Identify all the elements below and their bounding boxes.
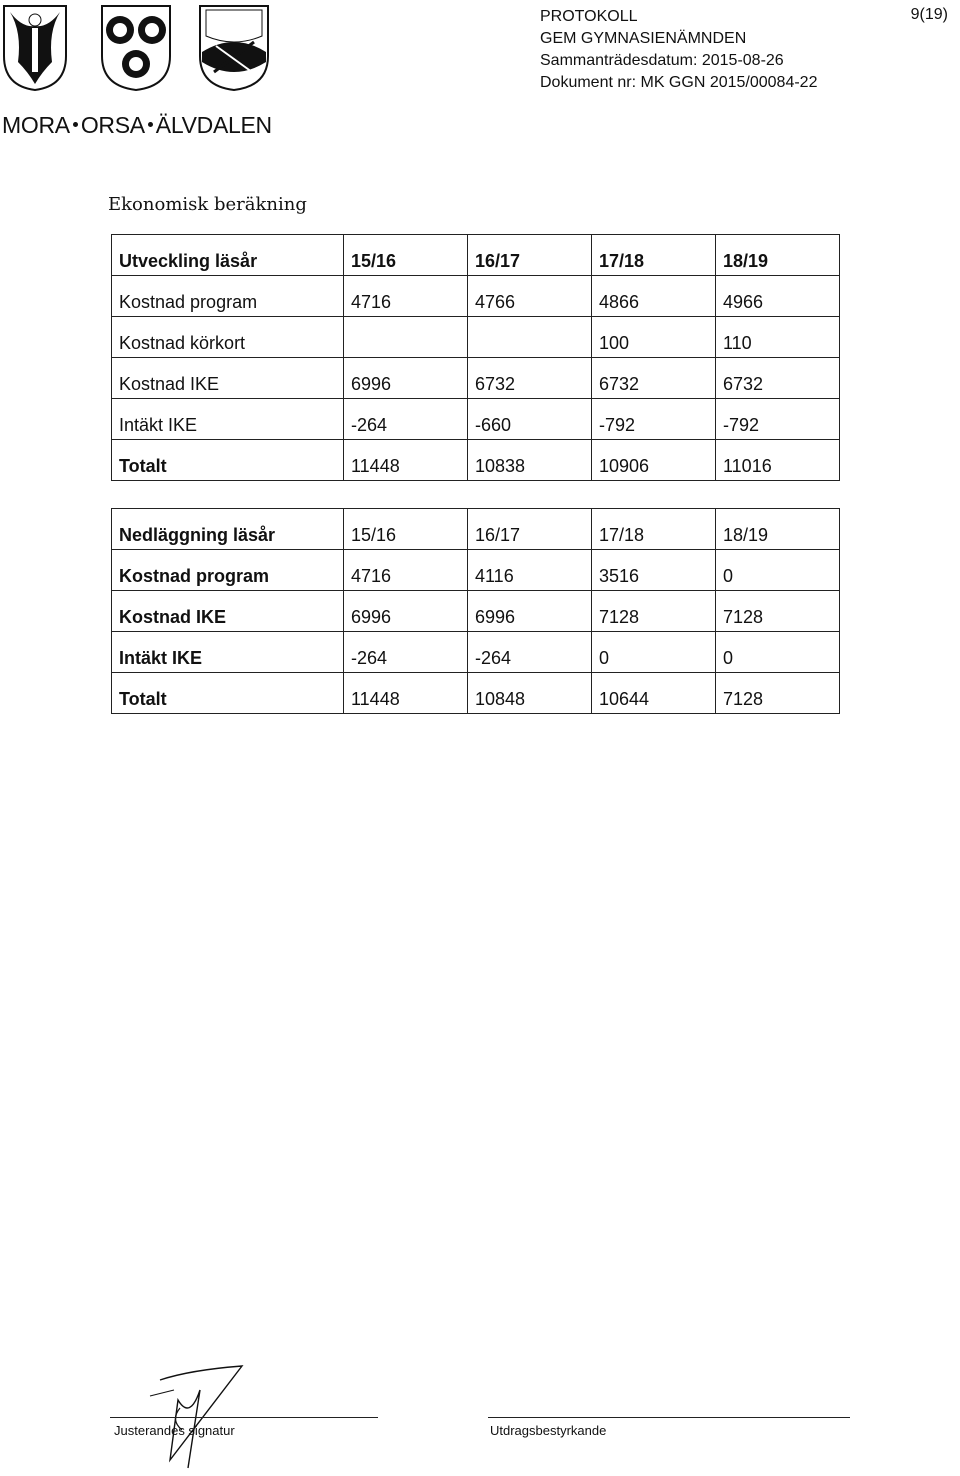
table-cell: 6996: [344, 591, 468, 632]
brand-wordmark: [2, 112, 272, 139]
signature-footer: [110, 1360, 850, 1470]
table-header-cell: 16/17: [468, 235, 592, 276]
table-cell: 10838: [468, 440, 592, 481]
table-total-row: [112, 440, 840, 481]
table-header-cell: 17/18: [592, 235, 716, 276]
mora-shield-icon: [4, 6, 66, 90]
table-cell: -792: [716, 399, 840, 440]
table-cell: 0: [716, 550, 840, 591]
table-cell: 0: [592, 632, 716, 673]
table-total-row: [112, 673, 840, 714]
table-cell: Totalt: [112, 440, 344, 481]
table-cell: Kostnad program: [112, 276, 344, 317]
table-header-cell: 16/17: [468, 509, 592, 550]
alvdalen-shield-icon: [200, 6, 268, 90]
table-cell: 4766: [468, 276, 592, 317]
table-cell: 110: [716, 317, 840, 358]
table-header-cell: Nedläggning läsår: [112, 509, 344, 550]
signature-label: Justerandes signatur: [114, 1423, 235, 1438]
table-cell: [344, 317, 468, 358]
certification-label: Utdragsbestyrkande: [490, 1423, 607, 1438]
table-cell: 7128: [716, 591, 840, 632]
table-header-cell: 15/16: [344, 509, 468, 550]
table-cell: -264: [344, 632, 468, 673]
table-cell: -264: [344, 399, 468, 440]
table-header-cell: 18/19: [716, 235, 840, 276]
table-row: [112, 276, 840, 317]
table-header-cell: Utveckling läsår: [112, 235, 344, 276]
table-row: [112, 399, 840, 440]
brand-part-orsa: ORSA: [80, 112, 145, 138]
table-cell: Intäkt IKE: [112, 399, 344, 440]
table-cell: 4716: [344, 550, 468, 591]
table-cell: Kostnad program: [112, 550, 344, 591]
separator-dot-icon: [148, 122, 153, 127]
table-cell: 11448: [344, 673, 468, 714]
table-row: [112, 591, 840, 632]
signature-line: [110, 1417, 378, 1418]
table-cell: Totalt: [112, 673, 344, 714]
committee-name: GEM GYMNASIENÄMNDEN: [540, 30, 747, 47]
table-row: [112, 358, 840, 399]
document-header: [540, 6, 817, 94]
table-row: [112, 632, 840, 673]
table-cell: 0: [716, 632, 840, 673]
table-header-cell: 18/19: [716, 509, 840, 550]
table-cell: Kostnad IKE: [112, 358, 344, 399]
table-cell: 4716: [344, 276, 468, 317]
handwritten-signature-icon: [130, 1360, 250, 1470]
table-cell: 6732: [592, 358, 716, 399]
table-cell: -792: [592, 399, 716, 440]
table-cell: 6996: [468, 591, 592, 632]
certification-line: [488, 1417, 850, 1418]
table-cell: 4866: [592, 276, 716, 317]
table-cell: 11016: [716, 440, 840, 481]
table-cell: -660: [468, 399, 592, 440]
table-header-row: [112, 509, 840, 550]
document-number: Dokument nr: MK GGN 2015/00084-22: [540, 74, 818, 91]
meeting-date: Sammanträdesdatum: 2015-08-26: [540, 52, 784, 69]
table-cell: 6732: [716, 358, 840, 399]
orsa-shield-icon: [102, 6, 170, 90]
table-cell: 4116: [468, 550, 592, 591]
table-row: [112, 317, 840, 358]
table-cell: 100: [592, 317, 716, 358]
table-cell: 3516: [592, 550, 716, 591]
page-number: 9(19): [910, 6, 948, 23]
doc-type: PROTOKOLL: [540, 8, 638, 25]
table-header-cell: 17/18: [592, 509, 716, 550]
table-cell: 6996: [344, 358, 468, 399]
table-row: [112, 550, 840, 591]
table-cell: Kostnad IKE: [112, 591, 344, 632]
table-cell: 10906: [592, 440, 716, 481]
brand-part-alvdalen: ÄLVDALEN: [155, 112, 272, 138]
municipal-coats-of-arms-logo: [2, 2, 270, 92]
table-cell: 6732: [468, 358, 592, 399]
table-cell: -264: [468, 632, 592, 673]
table-cell: 7128: [592, 591, 716, 632]
closure-cost-table: [111, 508, 840, 714]
table-cell: [468, 317, 592, 358]
table-cell: 11448: [344, 440, 468, 481]
table-cell: 10848: [468, 673, 592, 714]
development-cost-table: [111, 234, 840, 481]
table-cell: Intäkt IKE: [112, 632, 344, 673]
table-header-row: [112, 235, 840, 276]
table-cell: 4966: [716, 276, 840, 317]
table-cell: Kostnad körkort: [112, 317, 344, 358]
table-cell: 10644: [592, 673, 716, 714]
section-title: Ekonomisk beräkning: [108, 194, 307, 215]
brand-part-mora: MORA: [2, 112, 70, 138]
table-cell: 7128: [716, 673, 840, 714]
separator-dot-icon: [73, 122, 78, 127]
table-header-cell: 15/16: [344, 235, 468, 276]
